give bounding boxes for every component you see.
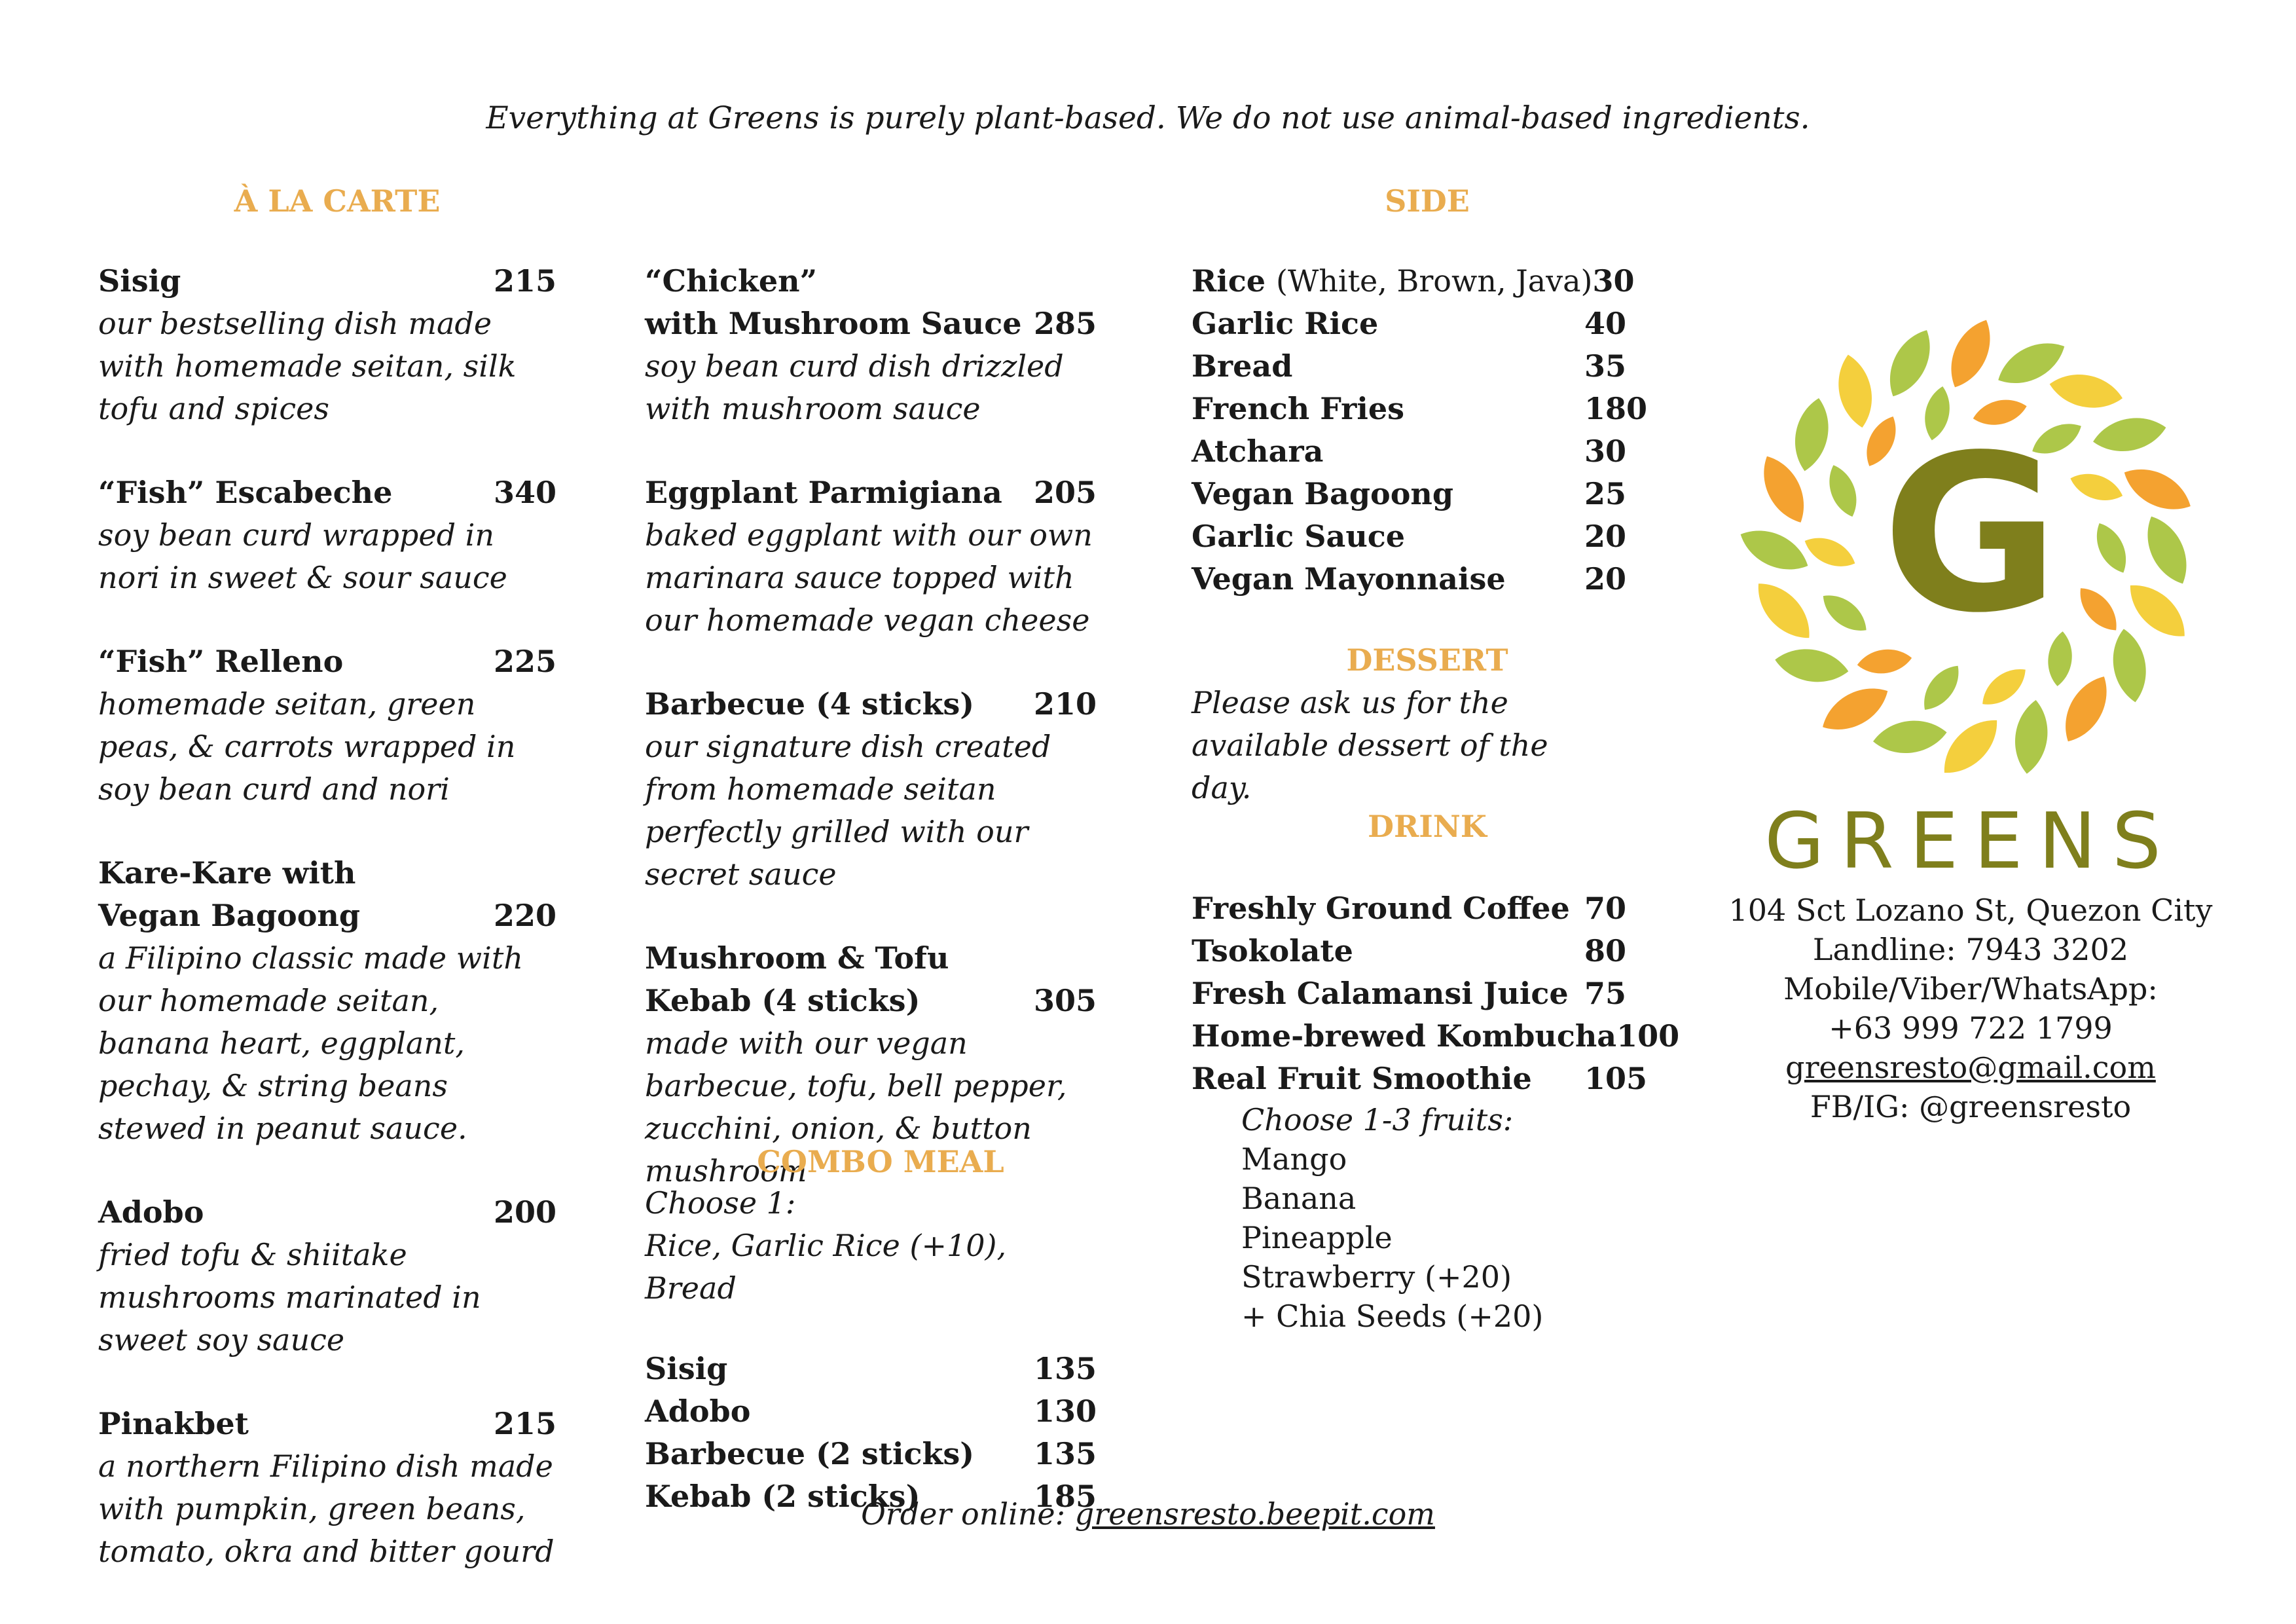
- side-item: [1192, 430, 1637, 473]
- item-note: (White, Brown, Java): [1276, 263, 1593, 299]
- drink-item: [1192, 887, 1637, 930]
- drink-list: [1192, 887, 1680, 1336]
- heading-side: SIDE: [1385, 183, 1470, 219]
- side-item: [1192, 388, 1648, 430]
- footer: [0, 1493, 2296, 1536]
- fruit-option: Mango: [1241, 1141, 1347, 1177]
- drink-item: [1192, 1058, 1648, 1100]
- item-price: 130: [1033, 1393, 1097, 1429]
- leaf-icon: [2071, 581, 2125, 638]
- item-price: 180: [1584, 391, 1648, 426]
- item-description: made with our vegan barbecue, tofu, bell pepper, zucchini, onion, & button mushroom: [645, 1025, 1067, 1189]
- item-description: soy bean curd wrapped in nori in sweet & sour sauce: [98, 517, 507, 595]
- leaf-icon: [2011, 698, 2052, 775]
- item-name: Kebab (2 sticks): [645, 1479, 920, 1514]
- item-price: 40: [1584, 306, 1627, 341]
- drink-item: [1192, 1015, 1680, 1058]
- leaf-icon: [1800, 530, 1859, 574]
- combo-item: [645, 1348, 1097, 1390]
- leaf-icon: [1734, 520, 1814, 580]
- combo-choose: Choose 1:: [645, 1185, 796, 1221]
- item-description: a Filipino classic made with our homemade seitan, banana heart, eggplant, pechay, & string beans stewed in peanut sauce.: [98, 940, 523, 1146]
- leaf-icon: [2108, 627, 2151, 705]
- item-price: 80: [1584, 933, 1627, 969]
- email-link[interactable]: greensresto@gmail.com: [1785, 1050, 2156, 1085]
- item-name: Atchara: [1192, 434, 1324, 469]
- menu-item-adobo: [98, 1191, 556, 1361]
- item-price: 340: [493, 475, 556, 510]
- item-price: 225: [493, 644, 556, 679]
- menu-item-eggplant-parmigiana: [645, 471, 1097, 642]
- item-name: Adobo: [645, 1393, 751, 1429]
- leaf-icon: [2047, 369, 2126, 414]
- leaf-icon: [1823, 461, 1864, 521]
- item-name: “Fish” Escabeche: [98, 475, 393, 510]
- item-price: 20: [1584, 519, 1627, 554]
- item-description: soy bean curd dish drizzled with mushroom sauce: [645, 348, 1064, 426]
- item-description: homemade seitan, green peas, & carrots wrapped in soy bean curd and nori: [98, 686, 516, 807]
- item-name: Barbecue (2 sticks): [645, 1436, 975, 1471]
- combo-options: Rice, Garlic Rice (+10), Bread: [645, 1228, 1007, 1306]
- mobile-number: +63 999 722 1799: [1829, 1010, 2113, 1046]
- item-price: 210: [1033, 686, 1097, 722]
- menu-item-sisig: [98, 260, 556, 430]
- combo-item: [645, 1433, 1097, 1475]
- item-description: fried tofu & shiitake mushrooms marinated in sweet soy sauce: [98, 1237, 481, 1357]
- item-name: Adobo: [98, 1194, 204, 1230]
- contact-block: [1702, 891, 2239, 1126]
- menu-item-fish-relleno: [98, 640, 556, 811]
- leaf-icon: [2117, 458, 2198, 521]
- fruit-option: Strawberry (+20): [1241, 1259, 1512, 1295]
- side-list: [1192, 260, 1648, 600]
- fruit-list: [1192, 1100, 1637, 1336]
- leaf-icon: [1916, 659, 1967, 717]
- heading-dessert: DESSERT: [1346, 642, 1508, 678]
- item-price: 25: [1584, 476, 1627, 511]
- menu-item-pinakbet: [98, 1403, 556, 1573]
- leaf-icon: [1789, 395, 1834, 474]
- item-name: Kebab (4 sticks): [645, 983, 920, 1018]
- leaf-icon: [1941, 313, 2001, 394]
- item-name: Vegan Mayonnaise: [1192, 561, 1506, 597]
- landline: Landline: 7943 3202: [1812, 932, 2129, 967]
- combo-meal-section: [645, 1182, 1097, 1518]
- mobile-label: Mobile/Viber/WhatsApp:: [1783, 971, 2158, 1006]
- leaf-icon: [1933, 709, 2009, 784]
- fruit-option: + Chia Seeds (+20): [1241, 1299, 1544, 1334]
- heading-combo-meal: COMBO MEAL: [757, 1144, 1004, 1179]
- item-price: 215: [493, 1406, 556, 1441]
- heading-drink: DRINK: [1368, 809, 1487, 844]
- leaf-icon: [2054, 669, 2118, 749]
- item-name: Vegan Bagoong: [98, 898, 360, 933]
- leaf-icon: [2067, 467, 2126, 507]
- item-name: Vegan Bagoong: [1192, 476, 1453, 511]
- item-price: 30: [1584, 434, 1627, 469]
- item-price: 185: [1033, 1479, 1097, 1514]
- item-name-line1: Kare-Kare with: [98, 855, 356, 891]
- heading-a-la-carte: À LA CARTE: [234, 183, 441, 219]
- tagline: Everything at Greens is purely plant-based. We do not use animal-based ingredients.: [486, 100, 1810, 136]
- a-la-carte-column-1: [98, 260, 556, 1614]
- item-description: our signature dish created from homemade seitan perfectly grilled with our secret sauce: [645, 729, 1051, 892]
- item-price: 135: [1033, 1351, 1097, 1386]
- item-description: our bestselling dish made with homemade seitan, silk tofu and spices: [98, 306, 517, 426]
- item-name: Freshly Ground Coffee: [1192, 891, 1570, 926]
- leaf-icon: [1747, 573, 1821, 649]
- item-price: 105: [1584, 1061, 1648, 1096]
- item-price: 200: [493, 1194, 556, 1230]
- item-name: Barbecue (4 sticks): [645, 686, 975, 722]
- side-item: [1192, 515, 1637, 558]
- leaf-icon: [2090, 412, 2169, 457]
- side-item: [1192, 260, 1637, 303]
- drink-item: [1192, 930, 1637, 972]
- side-item: [1192, 473, 1637, 515]
- item-name: Bread: [1192, 348, 1293, 384]
- a-la-carte-column-2: [645, 260, 1097, 1234]
- item-name: Home-brewed Kombucha: [1192, 1018, 1617, 1054]
- leaf-icon: [2088, 518, 2134, 578]
- order-online-label: Order online:: [861, 1496, 1066, 1532]
- item-name: “Fish” Relleno: [98, 644, 344, 679]
- item-price: 35: [1584, 348, 1627, 384]
- item-price: 30: [1592, 263, 1635, 299]
- item-price: 205: [1033, 475, 1097, 510]
- item-name: French Fries: [1192, 391, 1404, 426]
- item-name: Sisig: [645, 1351, 728, 1386]
- item-price: 70: [1584, 891, 1627, 926]
- item-name: Eggplant Parmigiana: [645, 475, 1002, 510]
- leaf-icon: [1871, 716, 1948, 757]
- menu-item-kare-kare: [98, 852, 556, 1150]
- item-name: Pinakbet: [98, 1406, 249, 1441]
- social-handle: FB/IG: @greensresto: [1810, 1089, 2132, 1124]
- item-price: 75: [1584, 976, 1627, 1011]
- item-price: 135: [1033, 1436, 1097, 1471]
- item-name: Fresh Calamansi Juice: [1192, 976, 1569, 1011]
- drink-item: [1192, 972, 1637, 1015]
- logo-letter: G: [1882, 409, 2060, 660]
- item-name-line1: “Chicken”: [645, 263, 818, 299]
- leaf-icon: [2137, 509, 2197, 590]
- logo-wordmark: GREENS: [1764, 796, 2177, 884]
- item-price: 285: [1033, 306, 1097, 341]
- menu-item-chicken: [645, 260, 1097, 430]
- item-name: Real Fruit Smoothie: [1192, 1061, 1532, 1096]
- side-item: [1192, 558, 1637, 600]
- item-description: baked eggplant with our own marinara sauce topped with our homemade vegan cheese: [645, 517, 1093, 638]
- leaf-icon: [1879, 323, 1941, 403]
- order-online-link[interactable]: greensresto.beepit.com: [1074, 1496, 1435, 1532]
- item-name: with Mushroom Sauce: [645, 306, 1022, 341]
- item-name-line1: Mushroom & Tofu: [645, 940, 949, 976]
- fruit-choose: Choose 1-3 fruits:: [1241, 1102, 1514, 1137]
- greens-logo: [1728, 308, 2213, 884]
- item-price: 215: [493, 263, 556, 299]
- leaf-icon: [1772, 644, 1851, 687]
- item-description: a northern Filipino dish made with pumpkin, green beans, tomato, okra and bitter gourd: [98, 1449, 555, 1569]
- leaf-icon: [1975, 661, 2033, 714]
- menu-item-fish-escabeche: [98, 471, 556, 599]
- leaf-icon: [1832, 352, 1878, 431]
- item-name: Rice: [1192, 263, 1266, 299]
- combo-item: [645, 1390, 1097, 1433]
- item-price: 100: [1616, 1018, 1680, 1054]
- item-name: Garlic Rice: [1192, 306, 1379, 341]
- item-name: Sisig: [98, 263, 181, 299]
- item-name: Garlic Sauce: [1192, 519, 1406, 554]
- menu-item-barbecue: [645, 683, 1097, 896]
- side-item: [1192, 345, 1637, 388]
- item-price: 220: [493, 898, 556, 933]
- leaf-icon: [1816, 587, 1874, 639]
- fruit-option: Banana: [1241, 1181, 1357, 1216]
- item-price: 305: [1033, 983, 1097, 1018]
- leaf-wreath-icon: [1728, 308, 2213, 884]
- address: 104 Sct Lozano St, Quezon City: [1728, 893, 2213, 928]
- side-item: [1192, 303, 1637, 345]
- dessert-note: Please ask us for the available dessert of the day.: [1192, 685, 1548, 805]
- item-price: 20: [1584, 561, 1627, 597]
- fruit-option: Pineapple: [1241, 1220, 1393, 1255]
- item-name: Tsokolate: [1192, 933, 1353, 969]
